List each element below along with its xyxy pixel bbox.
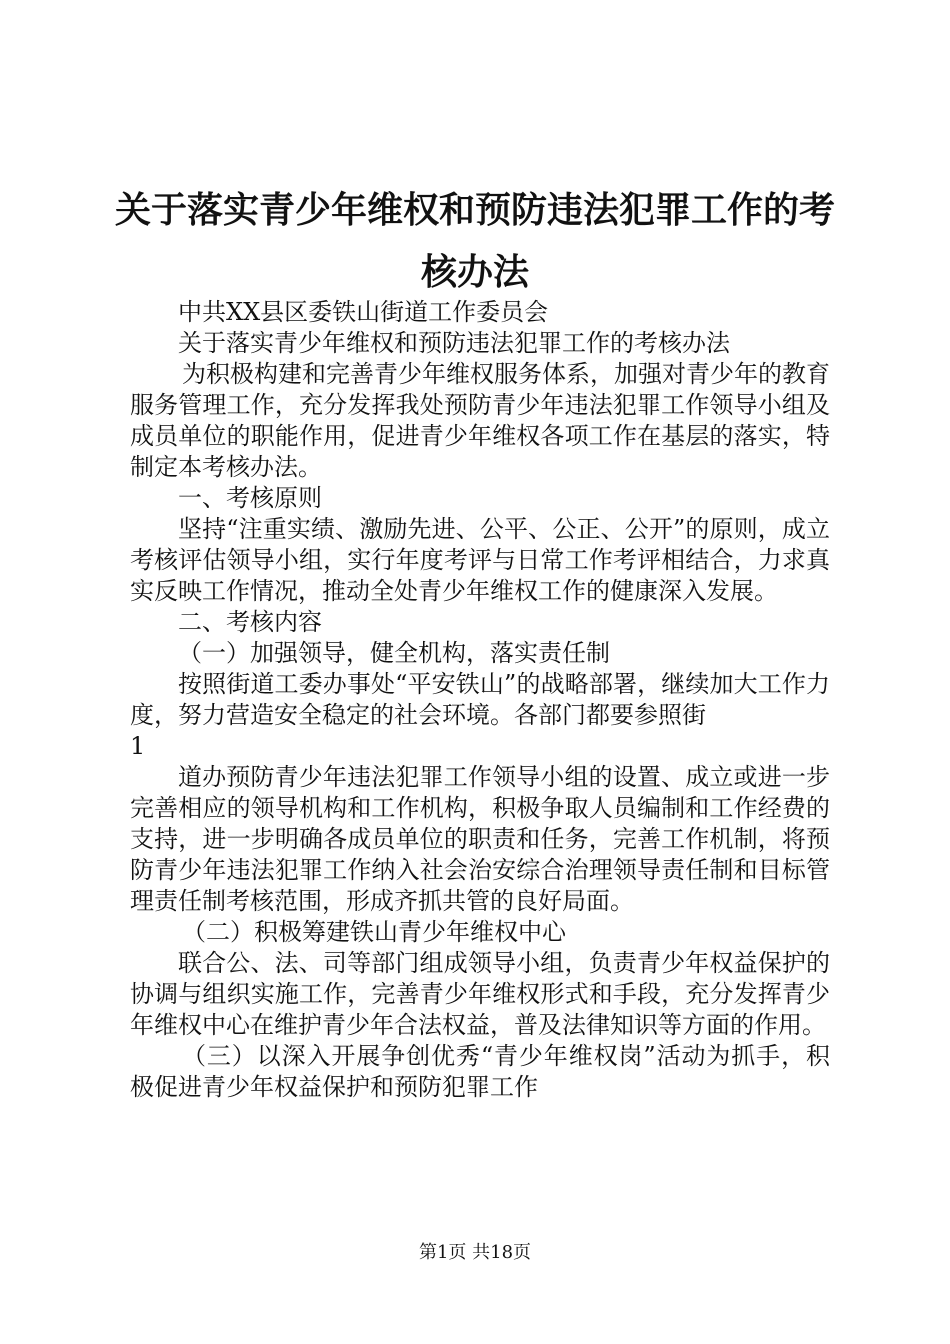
organization-paragraph: 道办预防青少年违法犯罪工作领导小组的设置、成立或进一步完善相应的领导机构和工作机构，积极争取人员编制和工作经费的支持，进一步明确各成员单位的职责和任务，完善工作机制，将预防青少年违法犯罪工作纳入社会治安综合治理领导责任制和目标管理责任制考核范围，形成齐抓共管的良好局面。 — [130, 763, 830, 915]
document-title-line-2: 核办法 — [420, 251, 529, 293]
leadership-paragraph: 按照街道工委办事处“平安铁山”的战略部署，继续加大工作力度，努力营造安全稳定的社会环境。各部门都要参照街 — [130, 670, 830, 729]
subtitle-line: 关于落实青少年维权和预防违法犯罪工作的考核办法 — [178, 329, 730, 357]
page-break-number: 1 — [130, 732, 146, 760]
intro-paragraph: 为积极构建和完善青少年维权服务体系，加强对青少年的教育服务管理工作，充分发挥我处预防青少年违法犯罪工作领导小组及成员单位的职能作用，促进青少年维权各项工作在基层的落实，特制定本考核办法。 — [130, 360, 830, 481]
principle-paragraph: 坚持“注重实绩、激励先进、公平、公正、公开”的原则，成立考核评估领导小组，实行年度考评与日常工作考评相结合，力求真实反映工作情况，推动全处青少年维权工作的健康深入发展。 — [130, 515, 830, 605]
center-paragraph: 联合公、法、司等部门组成领导小组，负责青少年权益保护的协调与组织实施工作，完善青少年维权形式和手段，充分发挥青少年维权中心在维护青少年合法权益，普及法律知识等方面的作用。 — [130, 949, 830, 1039]
issuer-line: 中共XX县区委铁山街道工作委员会 — [178, 298, 549, 326]
section-heading-1: 一、考核原则 — [178, 484, 322, 512]
subsection-heading-3: （三）以深入开展争创优秀“青少年维权岗”活动为抓手，积极促进青少年权益保护和预防犯罪工作 — [130, 1042, 830, 1101]
document-body — [130, 297, 830, 1103]
section-heading-2: 二、考核内容 — [178, 608, 322, 636]
subsection-heading-1: （一）加强领导，健全机构，落实责任制 — [178, 639, 610, 667]
document-title-line-1: 关于落实青少年维权和预防违法犯罪工作的考 — [114, 189, 835, 231]
subsection-heading-2: （二）积极筹建铁山青少年维权中心 — [182, 918, 566, 946]
page-footer: 第1页 共18页 — [418, 1242, 532, 1263]
